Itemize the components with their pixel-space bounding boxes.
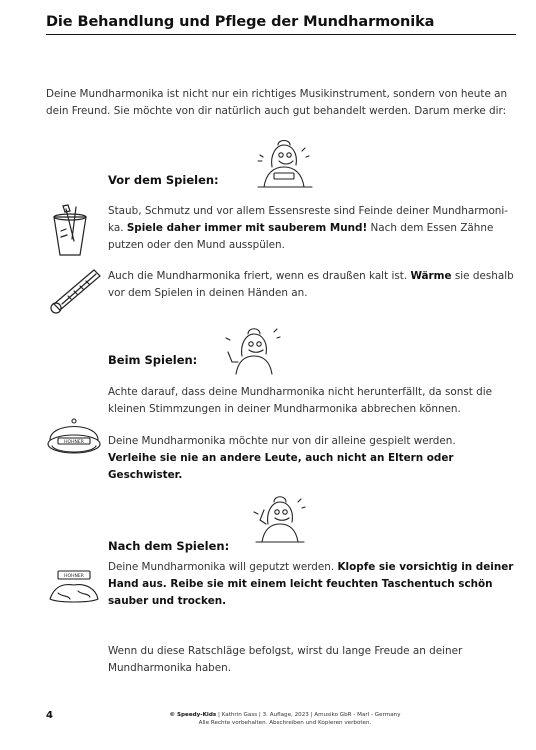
paragraph-warm-text-2: sie deshalb vor dem Spielen in deinen Händen an. — [108, 270, 514, 299]
cleaning-cloth-illustration — [44, 561, 104, 607]
thermometer-illustration — [46, 264, 104, 314]
paragraph-lend-bold: Verleihe sie nie an andere Leute, auch nicht an Eltern oder Geschwister. — [108, 452, 454, 481]
section-heading-after: Nach dem Spielen: — [108, 539, 230, 553]
paragraph-drop: Achte darauf, dass deine Mundharmonika nicht herunterfällt, da sonst die kleinen Stimmzungen in deiner Mundharmonika abbrechen können. — [108, 386, 492, 415]
paragraph-dust — [108, 203, 514, 254]
harmonica-character-illustration-2 — [222, 322, 284, 378]
paragraph-lend-text: Deine Mundharmonika möchte nur von dir alleine gespielt werden. — [108, 435, 456, 447]
paragraph-warm-bold: Wärme — [410, 270, 452, 282]
paragraph-warm-text-1: Auch die Mundharmonika friert, wenn es draußen kalt ist. — [108, 270, 411, 282]
paragraph-dust-bold: Spiele daher immer mit sauberem Mund! — [126, 222, 368, 234]
paragraph-dust-text-2: Nach dem Essen Zähne putzen oder den Mund ausspülen. — [108, 222, 494, 251]
cloth-label: HOHNER — [64, 574, 84, 579]
page-title: Die Behandlung und Pflege der Mundharmonika — [46, 14, 516, 35]
page-number: 4 — [46, 710, 53, 721]
harmonica-character-illustration-1 — [252, 137, 316, 193]
paragraph-lend — [108, 433, 514, 484]
paragraph-clean-text: Deine Mundharmonika will geputzt werden. — [108, 561, 338, 573]
harmonica-character-illustration-3 — [246, 490, 310, 546]
intro-text: Deine Mundharmonika ist nicht nur ein richtiges Musikinstrument, sondern von heute an dein Freund. Sie möchte von dir natürlich auch gut behandelt werden. Darum merke dir: — [46, 88, 508, 117]
footer-copyright — [130, 711, 440, 727]
case-label: HOHNER — [64, 440, 84, 445]
footer-brand: © Speedy-Kids — [169, 712, 217, 718]
paragraph-clean-bold: Klopfe sie vorsichtig in deiner Hand aus. Reibe sie mit einem leicht feuchten Taschentuch schön sauber und trocken. — [108, 561, 514, 607]
footer-line1: | Kathrin Gass | 3. Auflage, 2023 | Amusiko GbR - Marl - Germany — [216, 712, 401, 718]
section-heading-during: Beim Spielen: — [108, 353, 198, 367]
harmonica-case-illustration — [44, 412, 104, 462]
paragraph-warm — [108, 268, 514, 302]
paragraph-clean — [108, 559, 514, 610]
footer-line2: Alle Rechte vorbehalten. Abschreiben und Kopieren verboten. — [198, 720, 372, 726]
toothbrush-cup-illustration — [46, 203, 94, 259]
section-heading-before: Vor dem Spielen: — [108, 173, 219, 187]
paragraph-dust-text-1: Staub, Schmutz und vor allem Essensreste sind Feinde deiner Mundharmonika. — [108, 205, 509, 234]
closing-text: Wenn du diese Ratschläge befolgst, wirst du lange Freude an deiner Mundharmonika haben. — [108, 645, 463, 674]
